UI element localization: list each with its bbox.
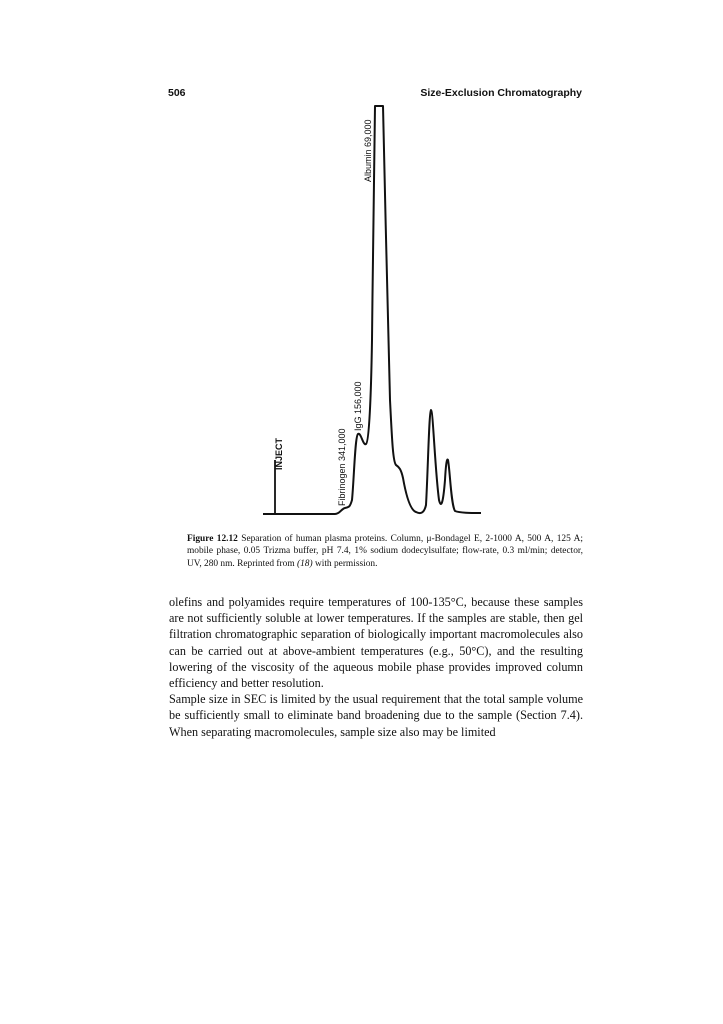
caption-end: with permission. [312,558,378,569]
inject-label: INJECT [274,437,284,470]
paragraph: Sample size in SEC is limited by the usual requirement that the total sample volume be sufficiently small to eliminate band broadening due to the sample (Section 7.4). When separating macromolecules, sample size also may be limited [169,692,583,739]
caption-text: Separation of human plasma proteins. Column, μ-Bondagel E, 2-1000 A, 500 A, 125 A; mobile phase, 0.05 Trizma buffer, pH 7.4, 1% sodium dodecylsulfate; flow-rate, 0.3 ml/min; detector, UV, 280 nm. Reprinted from [187,534,583,569]
igg-label: IgG 156,000 [353,381,363,431]
paragraph: olefins and polyamides require temperatures of 100-135°C, because these samples are not sufficiently soluble at lower temperatures. If the samples are stable, then gel filtration chromatographic separation of biologically important macromolecules also can be carried out at above-ambient temperatures (e.g., 50°C), and the resulting lowering of the viscosity of the aqueous mobile phase provides improved column efficiency and better resolution. [169,595,583,691]
caption-label: Figure 12.12 [187,534,238,544]
caption-reference: (18) [296,558,313,569]
albumin-label: Albumin 69,000 [363,119,373,182]
page-number: 506 [168,87,186,99]
body-text [169,594,583,740]
figure-caption [187,533,583,570]
fibrinogen-label: Fibrinogen 341,000 [337,428,347,506]
running-title: Size-Exclusion Chromatography [420,87,582,99]
